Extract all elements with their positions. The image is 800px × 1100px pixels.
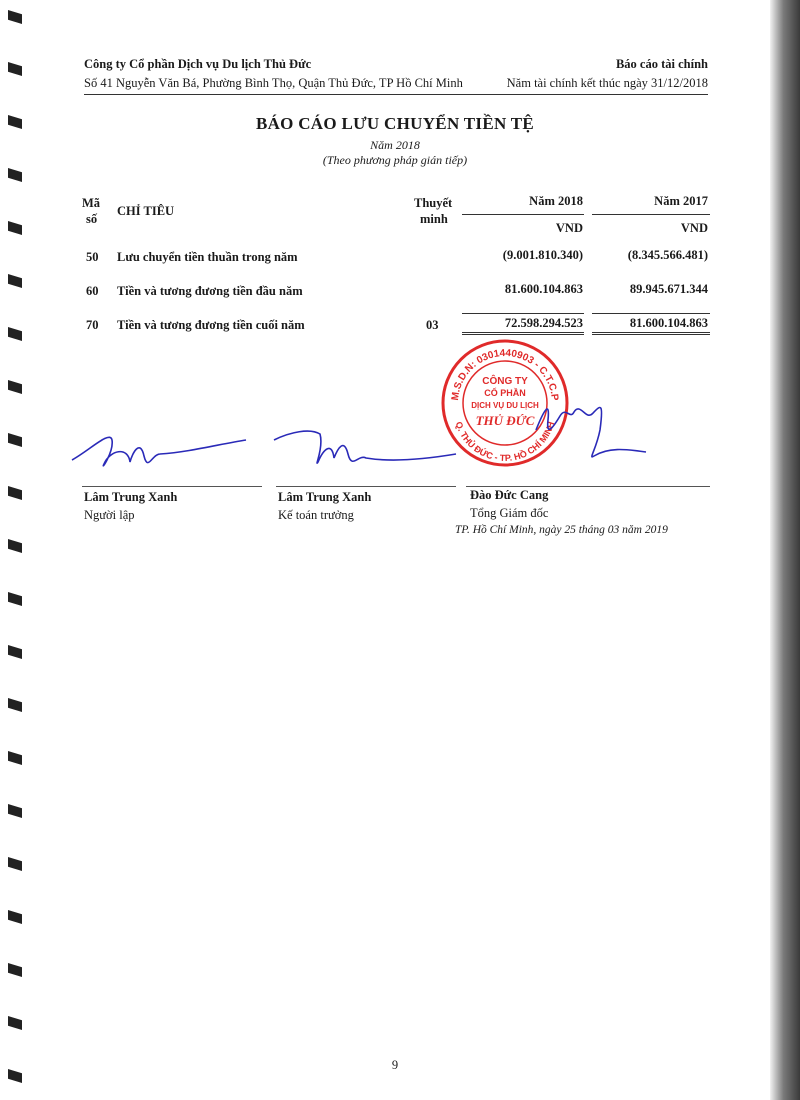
col-note-header-1: Thuyết xyxy=(414,196,453,210)
signer-role-director: Tổng Giám đốc xyxy=(470,506,549,520)
signature-line-director xyxy=(466,486,710,487)
total-top-rule-2018 xyxy=(462,313,584,314)
row-item: Tiền và tương đương tiền cuối năm xyxy=(117,318,305,332)
header-divider xyxy=(84,94,708,95)
svg-text:CỔ PHẦN: CỔ PHẦN xyxy=(484,388,526,398)
row-value-2018: 81.600.104.863 xyxy=(504,282,583,296)
signing-date: TP. Hồ Chí Minh, ngày 25 tháng 03 năm 2019 xyxy=(455,524,668,536)
report-title: BÁO CÁO LƯU CHUYỂN TIỀN TỆ xyxy=(255,114,535,133)
row-note: 03 xyxy=(426,318,439,332)
signer-name-chief-accountant: Lâm Trung Xanh xyxy=(278,490,372,504)
row-value-2018: 72.598.294.523 xyxy=(504,316,583,330)
col-item-header: CHỈ TIÊU xyxy=(117,204,175,218)
page-number: 9 xyxy=(391,1058,399,1072)
signature-line-chief-accountant xyxy=(276,486,456,487)
total-bottom-rule-2017 xyxy=(592,332,710,335)
row-value-2017: 89.945.671.344 xyxy=(629,282,708,296)
col-2017-rule xyxy=(592,214,710,215)
svg-text:Q. THỦ ĐỨC - TP. HỒ CHÍ MINH: Q. THỦ ĐỨC - TP. HỒ CHÍ MINH xyxy=(453,420,557,464)
col-note-header-2: minh xyxy=(420,212,448,226)
svg-text:CÔNG TY: CÔNG TY xyxy=(482,376,528,387)
svg-text:THỦ ĐỨC: THỦ ĐỨC xyxy=(475,413,535,428)
row-value-2018: (9.001.810.340) xyxy=(502,248,583,262)
header-right xyxy=(507,55,708,93)
company-name: Công ty Cổ phần Dịch vụ Du lịch Thủ Đức xyxy=(84,57,312,71)
row-code: 70 xyxy=(86,318,99,332)
signature-line-preparer xyxy=(82,486,262,487)
signer-role-preparer: Người lập xyxy=(84,508,135,522)
row-item: Lưu chuyển tiền thuần trong năm xyxy=(117,250,298,264)
total-bottom-rule-2018 xyxy=(462,332,584,335)
col-2018-rule xyxy=(462,214,584,215)
unit-2017: VND xyxy=(680,221,708,235)
signature-chief-accountant xyxy=(270,418,460,478)
total-top-rule-2017 xyxy=(592,313,710,314)
fiscal-year: Năm tài chính kết thúc ngày 31/12/2018 xyxy=(506,76,708,90)
col-2018-header: Năm 2018 xyxy=(529,194,583,208)
report-year: Năm 2018 xyxy=(370,138,420,152)
signer-name-preparer: Lâm Trung Xanh xyxy=(84,490,178,504)
row-item: Tiền và tương đương tiền đầu năm xyxy=(117,284,303,298)
report-type: Báo cáo tài chính xyxy=(615,57,708,71)
company-address: Số 41 Nguyễn Văn Bá, Phường Bình Thọ, Quận Thủ Đức, TP Hồ Chí Minh xyxy=(84,76,463,90)
row-code: 50 xyxy=(86,250,99,264)
signature-director xyxy=(530,390,650,470)
row-value-2017: 81.600.104.863 xyxy=(629,316,708,330)
svg-text:DỊCH VỤ DU LỊCH: DỊCH VỤ DU LỊCH xyxy=(471,401,539,410)
signature-preparer xyxy=(70,420,250,480)
header-left xyxy=(84,55,463,93)
col-code-header-2: số xyxy=(86,212,98,226)
signer-name-director: Đào Đức Cang xyxy=(470,488,549,502)
signer-role-chief-accountant: Kế toán trưởng xyxy=(278,508,354,522)
unit-2018: VND xyxy=(555,221,583,235)
report-method: (Theo phương pháp gián tiếp) xyxy=(322,153,468,167)
col-2017-header: Năm 2017 xyxy=(654,194,708,208)
row-code: 60 xyxy=(86,284,99,298)
col-code-header-1: Mã xyxy=(82,196,101,210)
svg-text:M.S.D.N: 0301440903 - C.T.C.P: M.S.D.N: 0301440903 - C.T.C.P xyxy=(449,347,561,402)
row-value-2017: (8.345.566.481) xyxy=(627,248,708,262)
